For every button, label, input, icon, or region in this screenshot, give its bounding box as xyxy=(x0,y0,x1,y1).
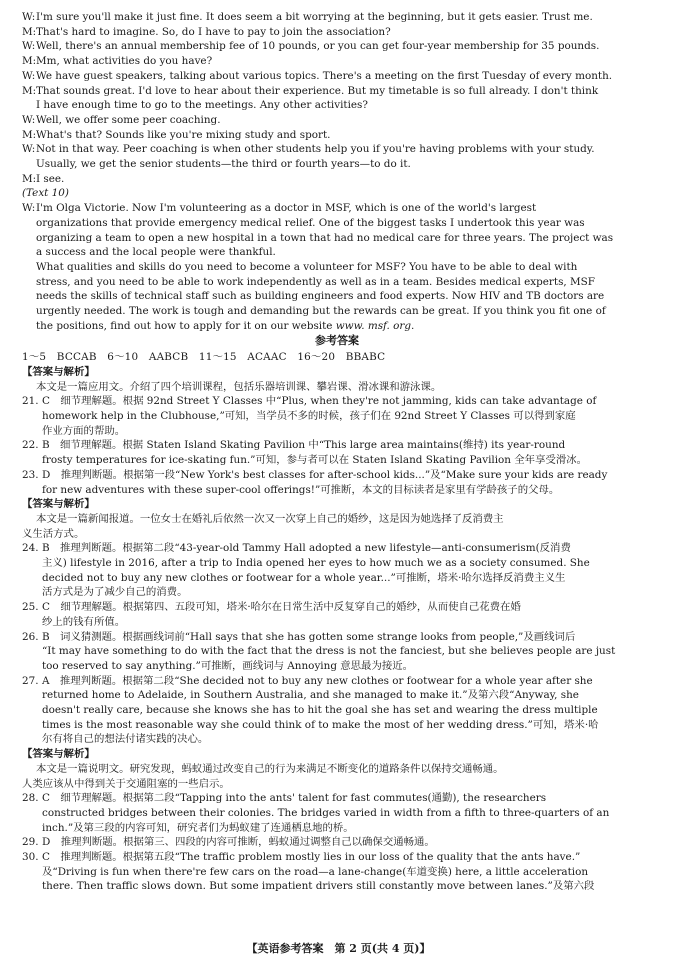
answer-item: 30. C 推理判断题。根据第五段“The traffic problem mostly lies in our loss of the quality that the ants have.” xyxy=(22,851,581,864)
monologue-line: organizing a team to open a new hospital in a town that had no medical care for three years. The project was xyxy=(36,231,614,244)
dialogue-text: What's that? Sounds like you're mixing study and sport. xyxy=(36,128,331,141)
dialogue-line xyxy=(22,54,652,69)
page-footer: 【英语参考答案 第 2 页(共 4 页)】 xyxy=(246,942,431,955)
section-intro: 本文是一篇说明文。研究发现，蚂蚁通过改变自己的行为来满足不断变化的道路条件以保持交通畅通。 xyxy=(36,762,504,775)
monologue-line: stress, and you need to be able to work independently as well as in a team. Besides medical experts, MSF xyxy=(36,275,595,288)
section-intro: 本文是一篇应用文。介绍了四个培训课程，包括乐器培训课、攀岩课、滑冰课和游泳课。 xyxy=(36,380,442,393)
dialogue-text: Well, there's an annual membership fee of 10 pounds, or you can get four-year membership for 35 pounds. xyxy=(36,40,600,53)
answer-item-continued: 活方式是为了减少自己的消费。 xyxy=(42,586,188,599)
dialogue-line xyxy=(22,128,652,143)
section-intro-continued: 人类应该从中得到关于交通阻塞的一些启示。 xyxy=(22,777,230,790)
monologue-line: organizations that provide emergency medical relief. One of the biggest tasks I undertook this year was xyxy=(36,216,585,229)
answer-item: 22. B 细节理解题。根据 Staten Island Skating Pavilion 中“This large area maintains(维持) its year-round xyxy=(22,439,566,452)
answer-item-continued: decided not to buy any new clothes or footwear for a whole year...”可推断，塔米·哈尔选择反消费主义生 xyxy=(42,571,566,584)
dialogue-text-continued: I have enough time to go to the meetings. Any other activities? xyxy=(36,99,368,112)
explanation-section xyxy=(22,747,652,894)
monologue-line: What qualities and skills do you need to become a volunteer for MSF? You have to be able to deal with xyxy=(36,260,578,273)
question-number: 29. xyxy=(22,836,39,849)
dialogue-text: Well, we offer some peer coaching. xyxy=(36,113,221,126)
answer-item-continued: times is the most reasonable way she could think of to make the most of her wedding dress.”可知，塔米·哈 xyxy=(42,718,599,731)
answer-item-continued: too reserved to say anything.”可推断，画线词与 Annoying 意思最为接近。 xyxy=(42,659,414,672)
dialogue-line xyxy=(22,69,652,84)
speaker-label: M: xyxy=(22,172,37,185)
speaker-label: W: xyxy=(22,11,36,23)
monologue-line: needs the skills of technical staff such as building engineers and food experts. Now HIV and TB doctors are xyxy=(36,290,605,303)
section-header: 【答案与解析】 xyxy=(22,365,95,378)
dialogue-text-continued: Usually, we get the senior students—the third or fourth years—to do it. xyxy=(36,158,411,171)
answer-item: 29. D 推理判断题。根据第三、四段的内容可推断，蚂蚁通过调整自己以确保交通畅通。 xyxy=(22,836,435,849)
answer-item-continued: 主义) lifestyle in 2016, after a trip to India opened her eyes to how much we as a society consumed. She xyxy=(42,557,590,570)
answer-item: 23. D 推理判断题。根据第一段“New York's best classes for after-school kids...”及“Make sure your kids are ready xyxy=(22,468,608,481)
dialogue-line xyxy=(22,84,652,113)
monologue-line: urgently needed. The work is tough and demanding but the rewards can be great. If you think you fit one of xyxy=(36,305,606,318)
section-intro-continued: 义生活方式。 xyxy=(22,527,85,540)
answer-key-line: 1～5 BCCAB 6～10 AABCB 11～15 ACAAC 16～20 BBABC xyxy=(22,351,386,364)
dialogue-text: Not in that way. Peer coaching is when other students help you if you're having problems with your study. xyxy=(36,143,595,156)
answer-item-continued: homework help in the Clubhouse,”可知，当学员不多的时候，孩子们在 92nd Street Y Classes 可以得到家庭 xyxy=(42,409,576,422)
section-intro: 本文是一篇新闻报道。一位女士在婚礼后依然一次又一次穿上自己的婚纱，这是因为她选择了反消费主 xyxy=(36,512,504,525)
explanation-sections xyxy=(22,365,652,894)
answer-item: 25. C 细节理解题。根据第四、五段可知，塔米·哈尔在日常生活中反复穿自己的婚纱，从而使自己花费在婚 xyxy=(22,601,521,614)
question-number: 21. xyxy=(22,395,39,408)
answer-item-continued: there. Then traffic slows down. But some impatient drivers still constantly move between lanes.”及第六段 xyxy=(42,880,595,893)
explanation-section xyxy=(22,497,652,747)
dialogue-line xyxy=(22,113,652,128)
speaker-label: W: xyxy=(22,113,36,126)
website-link: www. msf. org. xyxy=(335,319,415,332)
answer-item: 27. A 推理判断题。根据第二段“She decided not to buy any new clothes or footwear for a whole year after she xyxy=(22,674,593,687)
answer-item: 26. B 词义猜测题。根据画线词前“Hall says that she has gotten some strange looks from people,”及画线词后 xyxy=(22,630,576,643)
text10-label: (Text 10) xyxy=(22,187,69,200)
dialogue-section xyxy=(22,10,652,186)
answer-item-continued: 纱上的钱有所值。 xyxy=(42,615,126,628)
speaker-label: M: xyxy=(22,84,37,97)
speaker-label: W: xyxy=(22,40,36,53)
dialogue-text: I'm sure you'll make it just fine. It does seem a bit worrying at the beginning, but it gets easier. Trust me. xyxy=(36,11,593,23)
answer-item-continued: constructed bridges between their colonies. The bridges varied in width from a fifth to three-quarters of an xyxy=(42,806,610,819)
speaker-label: M: xyxy=(22,25,37,38)
question-number: 30. xyxy=(22,851,39,864)
monologue-line: a success and the local people were thankful. xyxy=(36,246,276,259)
answers-title: 参考答案 xyxy=(315,334,359,348)
question-number: 27. xyxy=(22,674,39,687)
dialogue-line xyxy=(22,25,652,40)
dialogue-line xyxy=(22,39,652,54)
section-header: 【答案与解析】 xyxy=(22,748,95,761)
dialogue-text: I see. xyxy=(36,172,65,185)
answer-page xyxy=(22,10,652,894)
dialogue-line xyxy=(22,172,652,187)
answer-item-continued: 及“Driving is fun when there're few cars on the road—a lane-change(车道变换) here, a little acceleration xyxy=(42,865,589,878)
answer-item: 28. C 细节理解题。根据第二段“Tapping into the ants' talent for fast commutes(通勤), the researchers xyxy=(22,792,547,805)
section-header: 【答案与解析】 xyxy=(22,498,95,511)
answer-item-continued: returned home to Adelaide, in Southern Australia, and she managed to make it.”及第六段“Anyway, she xyxy=(42,689,579,702)
answer-item-continued: inch.”及第三段的内容可知，研究者们为蚂蚁建了连通栖息地的桥。 xyxy=(42,821,354,834)
answer-item: 24. B 推理判断题。根据第二段“43-year-old Tammy Hall adopted a new lifestyle—anti-consumerism(反消费 xyxy=(22,542,571,555)
question-number: 23. xyxy=(22,468,39,481)
speaker-label: M: xyxy=(22,128,37,141)
answer-item: 21. C 细节理解题。根据 92nd Street Y Classes 中“Plus, when they're not jamming, kids can take advantage of xyxy=(22,395,597,408)
question-number: 25. xyxy=(22,601,39,614)
answer-item-continued: for new adventures with these super-cool offerings!”可推断，本文的目标读者是家里有学龄孩子的父母。 xyxy=(42,483,560,496)
question-number: 28. xyxy=(22,792,39,805)
speaker-label: W: xyxy=(22,143,36,156)
speaker-label: W: xyxy=(22,69,36,82)
answer-item-continued: “It may have something to do with the fact that the dress is not the fanciest, but she believes people are just xyxy=(42,645,616,658)
speaker-label: W: xyxy=(22,202,36,215)
answer-item-continued: 尔有将自己的想法付诸实践的决心。 xyxy=(42,733,209,746)
answer-item-continued: frosty temperatures for ice-skating fun.”可知，参与者可以在 Staten Island Skating Pavilion 全年享受滑冰。 xyxy=(42,454,588,467)
dialogue-text: Mm, what activities do you have? xyxy=(36,55,213,68)
answer-item-continued: doesn't really care, because she knows she has to hit the goal she has set and wearing the dress multiple xyxy=(42,704,598,717)
dialogue-line xyxy=(22,142,652,171)
answer-item-continued: 作业方面的帮助。 xyxy=(42,424,126,437)
monologue-line: I'm Olga Victorie. Now I'm volunteering as a doctor in MSF, which is one of the world's largest xyxy=(36,202,537,215)
dialogue-line xyxy=(22,10,652,25)
explanation-section xyxy=(22,365,652,497)
monologue-line: the positions, find out how to apply for it on our website www. msf. org. xyxy=(36,319,415,332)
dialogue-text: That's hard to imagine. So, do I have to pay to join the association? xyxy=(36,25,391,38)
text10-monologue xyxy=(22,201,652,333)
speaker-label: M: xyxy=(22,55,37,68)
dialogue-text: That sounds great. I'd love to hear about their experience. But my timetable is so full already. I don't think xyxy=(36,84,599,97)
question-number: 22. xyxy=(22,439,39,452)
dialogue-text: We have guest speakers, talking about various topics. There's a meeting on the first Tuesday of every month. xyxy=(36,69,613,82)
question-number: 26. xyxy=(22,630,39,643)
question-number: 24. xyxy=(22,542,39,555)
